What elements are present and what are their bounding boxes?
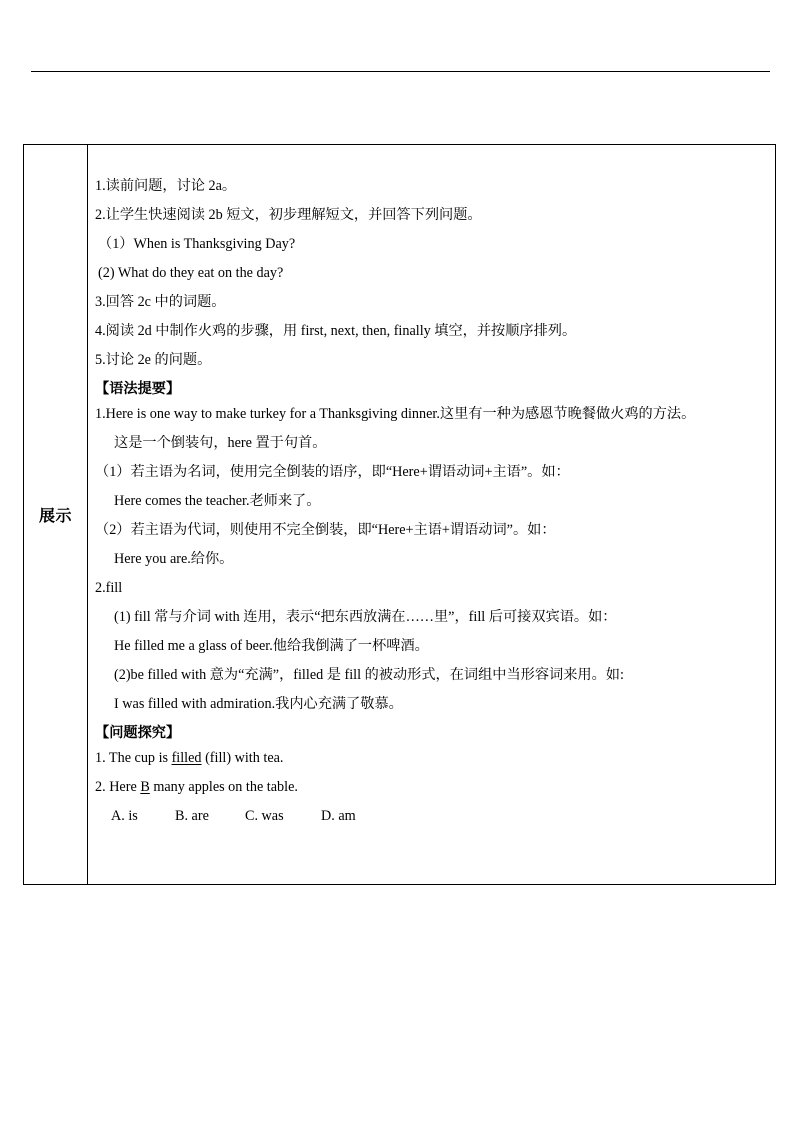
step-1: 1.读前问题，讨论 2a。 <box>95 178 237 194</box>
grammar-point-2-example-1: He filled me a glass of beer.他给我倒满了一杯啤酒。 <box>114 638 429 654</box>
grammar-point-2-example-2: I was filled with admiration.我内心充满了敬慕。 <box>114 696 403 712</box>
option-d: D. am <box>321 808 356 824</box>
step-5: 5.讨论 2e 的问题。 <box>95 352 212 368</box>
grammar-point-2-rule-2: (2)be filled with 意为“充满”，filled 是 fill 的被动形式，在词组中当形容词来用。如: <box>114 667 624 683</box>
grammar-point-2-title: 2.fill <box>95 580 123 596</box>
option-c: C. was <box>245 808 284 824</box>
lesson-table <box>23 144 776 885</box>
inquiry-question-1 <box>95 749 761 768</box>
inquiry-question-2 <box>95 778 761 797</box>
question-1-answer: filled <box>171 750 202 766</box>
grammar-point-1-rule-1: （1）若主语为名词，使用完全倒装的语序，即“Here+谓语动词+主语”。如： <box>95 464 570 480</box>
question-1-suffix: (fill) with tea. <box>201 750 284 766</box>
section-label: 展示 <box>38 506 72 525</box>
grammar-heading: 【语法提要】 <box>95 381 181 397</box>
label-cell <box>24 145 88 884</box>
grammar-point-1-rule-2: （2）若主语为代词，则使用不完全倒装，即“Here+主语+谓语动词”。如： <box>95 522 556 538</box>
option-b: B. are <box>175 808 209 824</box>
answer-options <box>95 807 761 826</box>
step-2: 2.让学生快速阅读 2b 短文，初步理解短文，并回答下列问题。 <box>95 207 482 223</box>
content-cell <box>88 145 775 884</box>
grammar-point-2-rule-1: (1) fill 常与介词 with 连用，表示“把东西放满在……里”，fill 后可接双宾语。如： <box>114 609 617 625</box>
grammar-point-1-example-1: Here comes the teacher.老师来了。 <box>114 493 321 509</box>
step-3: 3.回答 2c 中的词题。 <box>95 294 226 310</box>
grammar-point-1-title: 1.Here is one way to make turkey for a Thanksgiving dinner.这里有一种为感恩节晚餐做火鸡的方法。 <box>95 406 696 422</box>
question-2-suffix: many apples on the table. <box>149 779 298 795</box>
question-2-prefix: 2. Here <box>95 779 141 795</box>
step-4: 4.阅读 2d 中制作火鸡的步骤，用 first, next, then, finally 填空，并按顺序排列。 <box>95 323 577 339</box>
question-1-prefix: 1. The cup is <box>95 750 172 766</box>
inquiry-heading: 【问题探究】 <box>95 725 181 741</box>
question-2-answer: B <box>140 779 150 795</box>
grammar-point-1-note: 这是一个倒装句，here 置于句首。 <box>114 435 327 451</box>
option-a: A. is <box>111 808 138 824</box>
question-2: (2) What do they eat on the day? <box>98 265 284 281</box>
header-rule <box>31 71 770 72</box>
grammar-point-1-example-2: Here you are.给你。 <box>114 551 234 567</box>
question-1: （1）When is Thanksgiving Day? <box>98 236 296 252</box>
